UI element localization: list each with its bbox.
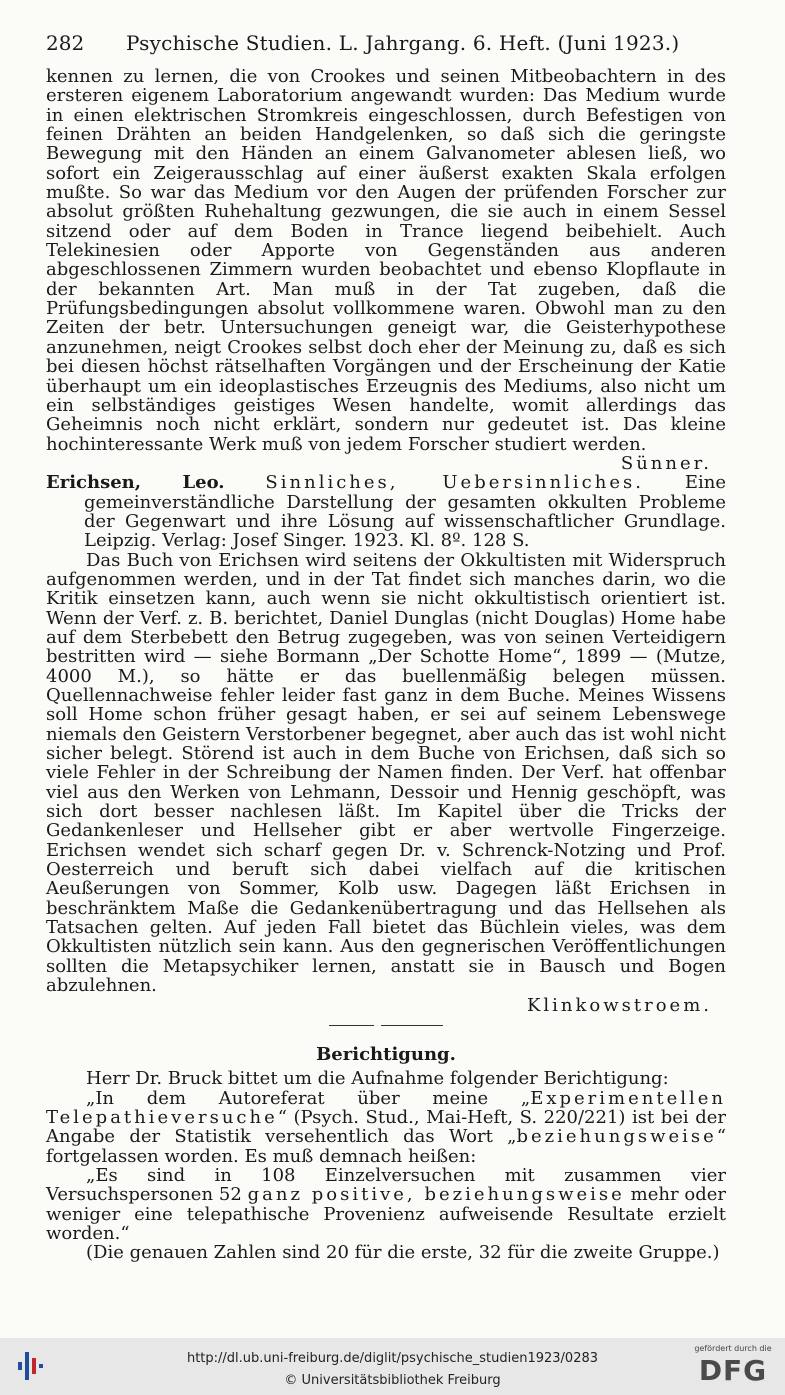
spaced-title: Experimentellen Telepathieversuche [46, 1087, 726, 1128]
viewer-footer [0, 1338, 785, 1395]
correction-paragraph-2: „Es sind in 108 Einzelversuchen mit zusammen vier Versuchspersonen 52 ganz positive, beziehungsweise mehr oder weniger eine telepathische Provenienz aufweisende Resultate erzielt worden.“ [46, 1164, 726, 1244]
page-header [46, 28, 736, 58]
permalink-url[interactable]: http://dl.ub.uni-freiburg.de/diglit/psychische_studien1923/0283 [186, 1351, 599, 1366]
section-heading: Berichtigung. [316, 1044, 456, 1066]
page-number: 282 [46, 31, 85, 55]
spaced-word: beziehungsweise [516, 1126, 717, 1148]
review-signature-klinkowstroem: Klinkowstroem. [526, 994, 712, 1016]
review-bibliography: Eine gemeinverständliche Darstellung der gesamten okkulten Probleme der Gegenwart und ihre Lösung auf wissenschaftlicher Grundlage. Leipzig. Verlag: Josef Singer. 1923. Kl. 8º. 128 S. [84, 472, 727, 552]
spaced-phrase: ganz positive, beziehungsweise [247, 1184, 625, 1206]
section-divider [46, 1015, 726, 1034]
review-signature-suenner: Sünner. [620, 452, 712, 474]
correction-intro: Herr Dr. Bruck bittet um die Aufnahme folgender Berichtigung: [86, 1068, 669, 1090]
dfg-mark: DFG [698, 1354, 768, 1387]
review-crookes-paragraph: kennen zu lernen, die von Crookes und seinen Mitbeobachtern in des ersteren eigenem Laboratorium angewandt wurden: Das Medium wurde in einen elektrischen Stromkreis eingeschlossen, durch Befestigen von feinen Drähten an beiden Handgelenken, so daß sich die geringste Bewegung mit den Händen an einem Galvanometer ablesen ließ, wo sofort ein Zeigerausschlag auf einer äußerst exakten Skala erfolgen mußte. So war das Medium vor den Augen der prüfenden Forscher zur absolut größten Ruhehaltung gezwungen, die sie auch in einem Sessel sitzend oder auf dem Boden in Trance liegend beibehielt. Auch Telekinesien oder Apporte von Gegenständen aus anderen abgeschlossenen Zimmern wurden beobachtet und ebenso Klopflaute in der bekannten Art. Man muß in der Tat zugeben, daß die Prüfungsbedingungen absolut vollkommene waren. Obwohl man zu den Zeiten der betr. Untersuchungen geneigt war, die Geisterhypothese anzunehmen, neigt Crookes selbst doch eher der Meinung zu, daß es sich bei diesen höchst rätselhaften Vorgängen und der Erscheinung der Katie überhaupt um ein ideoplastisches Erzeugnis des Mediums, also nicht um ein selbständiges geistiges Wesen handelte, womit allerdings das Geheimnis noch nicht erklärt, sondern nur gedeutet ist. Das kleine hochinteressante Werk muß von jedem Forscher studiert werden. [46, 66, 726, 455]
review-erichsen-paragraph: Das Buch von Erichsen wird seitens der Okkultisten mit Widerspruch aufgenommen werden, und in der Tat findet sich manches darin, wo die Kritik einsetzen kann, auch wenn sie nicht okkultistisch orientiert ist. Wenn der Verf. z. B. berichtet, Daniel Dunglas (nicht Douglas) Home habe auf dem Sterbebett den Betrug zugegeben, was von seinen Verteidigern bestritten wird — siehe Bormann „Der Schotte Home“, 1899 — (Mutze, 4000 M.), so hätte er das buellenmäßig belegen müssen. Quellennachweise fehler leider fast ganz in dem Buche. Meines Wissens soll Home schon früher gesagt haben, er sei auf seinem Lebenswege niemals den Geistern Verstorbener begegnet, aber auch das ist wohl nicht sicher belegt. Störend ist auch in dem Buche von Erichsen, daß sich so viele Fehler in der Schreibung der Namen finden. Der Verf. hat offenbar viel aus den Werken von Lehmann, Dessoir und Hennig geschöpft, was sich dort besser nachlesen läßt. Im Kapitel über die Tricks der Gedankenleser und Hellseher gibt er aber wertvolle Fingerzeige. Erichsen wendet sich scharf gegen Dr. v. Schrenck-Notzing und Prof. Oesterreich und beruft sich dabei vielfach auf die kritischen Aeußerungen von Sommer, Kolb usw. Dagegen läßt Erichsen in beschränktem Maße die Gedankenübertragung und das Hellsehen als Tatsachen gelten. Auf jeden Fall bietet das Büchlein vieles, was dem Okkultisten nützlich sein kann. Aus den gegnerischen Veröffentlichungen sollten die Metapsychiker lernen, anstatt sie in Bausch und Bogen abzulehnen. [46, 549, 726, 997]
body-text [46, 67, 726, 1263]
correction-paragraph-3: (Die genauen Zahlen sind 20 für die erste, 32 für die zweite Gruppe.) [86, 1242, 720, 1264]
correction-paragraph-1: „In dem Autoreferat über meine „Experimentellen Telepathieversuche“ (Psych. Stud., Mai-Heft, S. 220/221) ist bei der Angabe der Statistik versehentlich das Wort „beziehungsweise“ fortgelassen worden. Es muß demnach heißen: [46, 1087, 726, 1167]
review-book-title: Sinnliches, Uebersinnliches. [265, 472, 644, 494]
copyright-notice: © Universitätsbibliothek Freiburg [284, 1373, 501, 1388]
running-title: Psychische Studien. L. Jahrgang. 6. Heft. (Juni 1923.) [126, 31, 680, 55]
dfg-logo [688, 1344, 778, 1390]
dfg-funding-label: gefördert durch die [694, 1344, 772, 1353]
review-erichsen-entry [46, 473, 726, 550]
review-author: Erichsen, Leo. [46, 472, 225, 494]
